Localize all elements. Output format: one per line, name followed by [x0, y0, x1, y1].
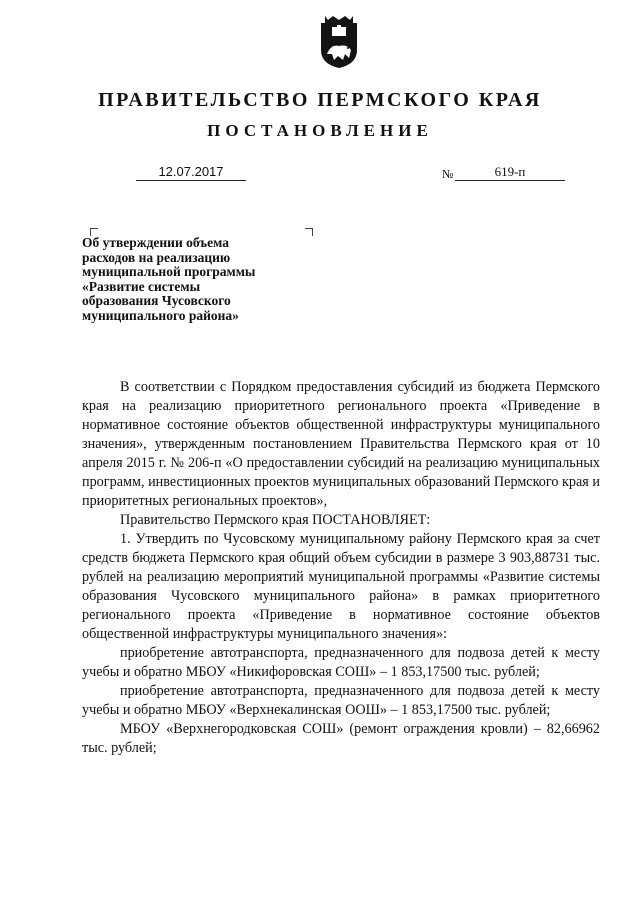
paragraph-subitem-nikiforovskaya: приобретение автотранспорта, предназначенного для подвоза детей к месту учебы и обратно МБОУ «Никифоровская СОШ» – 1 853,17500 тыс. рублей;: [82, 645, 600, 680]
paragraph-item-1: 1. Утвердить по Чусовскому муниципальному району Пермского края за счет средств бюджета Пермского края общий объем субсидии в размере 3 903,88731 тыс. рублей на реализацию мероприятий муниципальной программы «Развитие системы образования Чусовского муниципального района» в рамках приоритетного регионального проекта «Приведение в нормативное состояние объектов общественной инфраструктуры муниципального значения»:: [82, 531, 600, 642]
document-body: [82, 378, 600, 758]
bracket-corner-right: [305, 228, 313, 236]
paragraph-resolves: Правительство Пермского края ПОСТАНОВЛЯЕТ:: [120, 512, 431, 528]
document-date: 12.07.2017: [136, 164, 246, 181]
paragraph-subitem-verkhnekalinskaya: приобретение автотранспорта, предназначенного для подвоза детей к месту учебы и обратно МБОУ «Верхнекалинская ООШ» – 1 853,17500 тыс. рублей;: [82, 683, 600, 718]
paragraph-preamble: В соответствии с Порядком предоставления субсидий из бюджета Пермского края на реализацию приоритетного регионального проекта «Приведение в нормативное состояние объектов общественной инфраструктуры муниципального значения», утвержденным постановлением Правительства Пермского края от 10 апреля 2015 г. № 206-п «О предоставлении субсидий на реализацию муниципальных программ, инвестиционных проектов муниципальных образований Пермского края и приоритетных региональных проектов»,: [82, 379, 600, 509]
document-subject: Об утверждении объема расходов на реализацию муниципальной программы «Развитие системы образования Чусовского муниципального района»: [82, 235, 256, 323]
government-title: ПРАВИТЕЛЬСТВО ПЕРМСКОГО КРАЯ: [98, 89, 542, 111]
paragraph-subitem-verkhnegorodkovskaya: МБОУ «Верхнегородковская СОШ» (ремонт ограждения кровли) – 82,66962 тыс. рублей;: [82, 721, 600, 756]
document-number: 619-п: [455, 164, 565, 181]
number-sign: №: [442, 167, 454, 181]
coat-of-arms-icon: [318, 14, 360, 70]
document-type: ПОСТАНОВЛЕНИЕ: [207, 121, 433, 140]
